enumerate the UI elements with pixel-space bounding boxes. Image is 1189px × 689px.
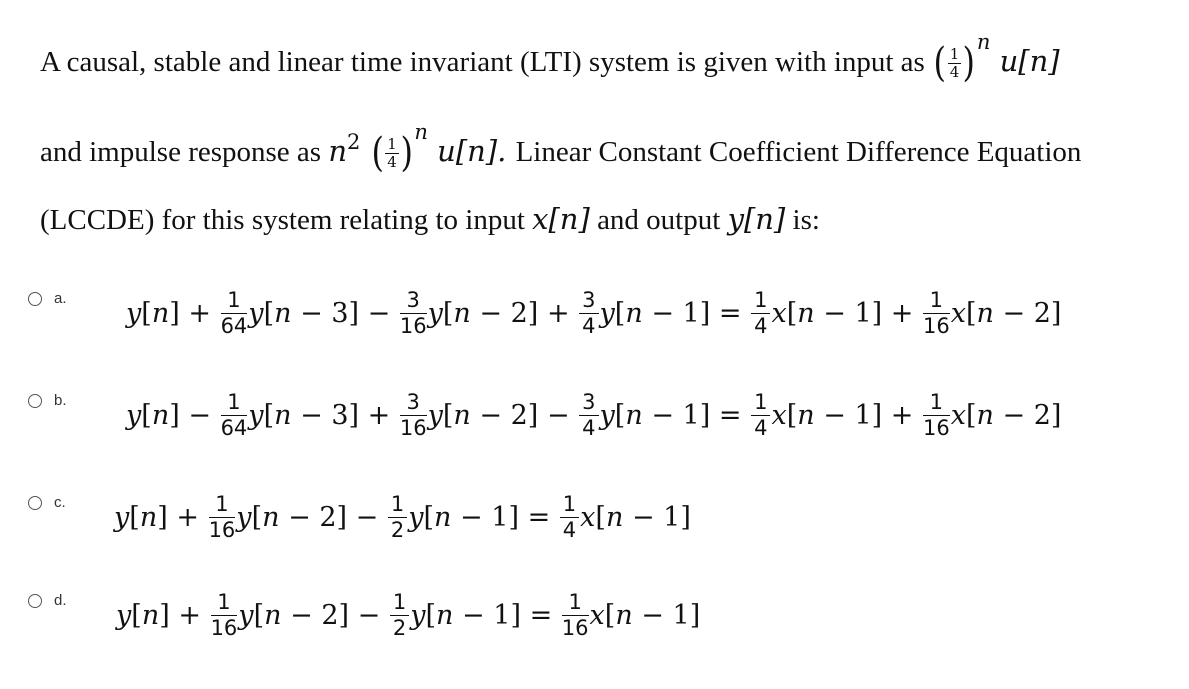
fraction-numerator: 1 [221, 392, 248, 416]
left-paren: ( [371, 130, 384, 176]
fraction-numerator: 1 [209, 494, 236, 518]
equation-term: y[n − 2] − [238, 600, 381, 631]
equation-term: y[n] − [126, 400, 211, 431]
fraction-numerator: 1 [923, 290, 950, 314]
equation-term: x[n − 1] + [771, 400, 914, 431]
equation-term: x[n − 1] [580, 502, 691, 533]
coefficient-fraction [579, 290, 598, 337]
input-signal-expression [932, 30, 1060, 86]
coefficient-fraction [390, 592, 409, 639]
equation-term: y[n − 1] = [408, 502, 551, 533]
option-c-radio[interactable] [28, 496, 42, 510]
coefficient-fraction [923, 290, 950, 337]
question-line-3-text-1: (LCCDE) for this system relating to input [40, 204, 525, 236]
coefficient-fraction [400, 392, 427, 439]
equation-term: y[n] + [116, 600, 201, 631]
fraction-denominator: 64 [220, 416, 248, 440]
fraction-denominator: 16 [561, 616, 589, 640]
equation-term: y[n − 1] = [599, 298, 742, 329]
coefficient-fraction [579, 392, 598, 439]
coefficient-fraction [562, 592, 589, 639]
fraction-numerator: 1 [221, 290, 248, 314]
fraction-denominator: 2 [392, 616, 407, 640]
question-line-3-text-3: is: [792, 204, 820, 236]
fraction-denominator: 16 [923, 416, 950, 440]
equation-term: x[n − 1] + [771, 298, 914, 329]
coefficient-fraction [400, 290, 427, 337]
base-fraction [385, 134, 399, 171]
option-b-equation [126, 392, 1061, 439]
option-d-label: d. [54, 592, 67, 609]
equation-term: y[n − 2] − [236, 502, 379, 533]
input-symbol: x[n] [532, 202, 590, 236]
fraction-denominator: 16 [399, 416, 427, 440]
fraction-numerator: 3 [400, 392, 427, 416]
fraction-numerator: 1 [751, 392, 770, 416]
coefficient-fraction [751, 290, 770, 337]
fraction-numerator: 1 [751, 290, 770, 314]
coefficient-fraction [221, 392, 248, 439]
fraction-numerator: 3 [400, 290, 427, 314]
fraction-denominator: 16 [399, 314, 427, 338]
equation-term: y[n] + [126, 298, 211, 329]
equation-term: x[n − 2] [950, 298, 1062, 329]
fraction-numerator: 1 [560, 494, 579, 518]
fraction-numerator: 3 [579, 392, 598, 416]
fraction-denominator: 16 [210, 616, 238, 640]
right-paren: ) [962, 40, 976, 86]
base-denominator: 4 [387, 152, 397, 171]
option-a-equation [126, 290, 1061, 337]
option-c-label: c. [54, 494, 66, 511]
coefficient-fraction [751, 392, 770, 439]
equation-term: y[n − 2] + [427, 298, 570, 329]
impulse-response-expression [328, 120, 515, 176]
fraction-denominator: 64 [220, 314, 248, 338]
exponent: n [976, 30, 991, 54]
option-d-radio[interactable] [28, 594, 42, 608]
fraction-numerator: 1 [211, 592, 238, 616]
fraction-numerator: 1 [388, 494, 407, 518]
equation-term: y[n − 3] − [248, 298, 391, 329]
question-line-2 [40, 120, 1082, 176]
fraction-denominator: 4 [754, 416, 768, 440]
question-line-3 [40, 202, 820, 237]
base-fraction [948, 44, 962, 81]
option-b-label: b. [54, 392, 67, 409]
output-symbol: y[n] [727, 202, 786, 236]
option-c-equation [114, 494, 691, 541]
fraction-denominator: 4 [562, 518, 577, 542]
fraction-denominator: 2 [390, 518, 405, 542]
coefficient-fraction [209, 494, 236, 541]
exponent: n [414, 120, 428, 144]
right-paren: ) [400, 130, 413, 176]
question-line-1-text: A causal, stable and linear time invariant (LTI) system is given with input as [40, 46, 925, 78]
fraction-numerator: 1 [390, 592, 409, 616]
question-line-1 [40, 30, 1060, 86]
fraction-denominator: 16 [923, 314, 950, 338]
unit-step: u[n]. [437, 134, 507, 168]
coefficient-fraction [923, 392, 950, 439]
unit-step: u[n] [999, 44, 1060, 78]
equation-term: y[n − 1] = [599, 400, 742, 431]
base-numerator: 1 [387, 134, 397, 153]
square-exponent: 2 [347, 130, 361, 154]
coefficient-fraction [388, 494, 407, 541]
fraction-numerator: 3 [579, 290, 598, 314]
coefficient-fraction [221, 290, 248, 337]
fraction-denominator: 4 [754, 314, 768, 338]
option-b-radio[interactable] [28, 394, 42, 408]
option-a-label: a. [54, 290, 67, 307]
question-line-3-text-2: and output [597, 204, 721, 236]
equation-term: x[n − 2] [950, 400, 1062, 431]
fraction-numerator: 1 [562, 592, 589, 616]
fraction-denominator: 16 [208, 518, 236, 542]
equation-term: y[n − 1] = [410, 600, 553, 631]
n-variable: n [328, 134, 348, 168]
base-denominator: 4 [949, 62, 960, 81]
question-line-2-text: and impulse response as [40, 136, 322, 168]
equation-term: y[n − 3] + [248, 400, 391, 431]
fraction-denominator: 4 [582, 416, 596, 440]
coefficient-fraction [560, 494, 579, 541]
option-a-radio[interactable] [28, 292, 42, 306]
left-paren: ( [933, 40, 947, 86]
question-line-2-tail: Linear Constant Coefficient Difference Equation [515, 136, 1082, 168]
equation-term: x[n − 1] [589, 600, 701, 631]
coefficient-fraction [211, 592, 238, 639]
fraction-denominator: 4 [582, 314, 596, 338]
equation-term: y[n − 2] − [427, 400, 570, 431]
fraction-numerator: 1 [923, 392, 950, 416]
equation-term: y[n] + [114, 502, 199, 533]
option-d-equation [116, 592, 700, 639]
base-numerator: 1 [949, 44, 960, 63]
